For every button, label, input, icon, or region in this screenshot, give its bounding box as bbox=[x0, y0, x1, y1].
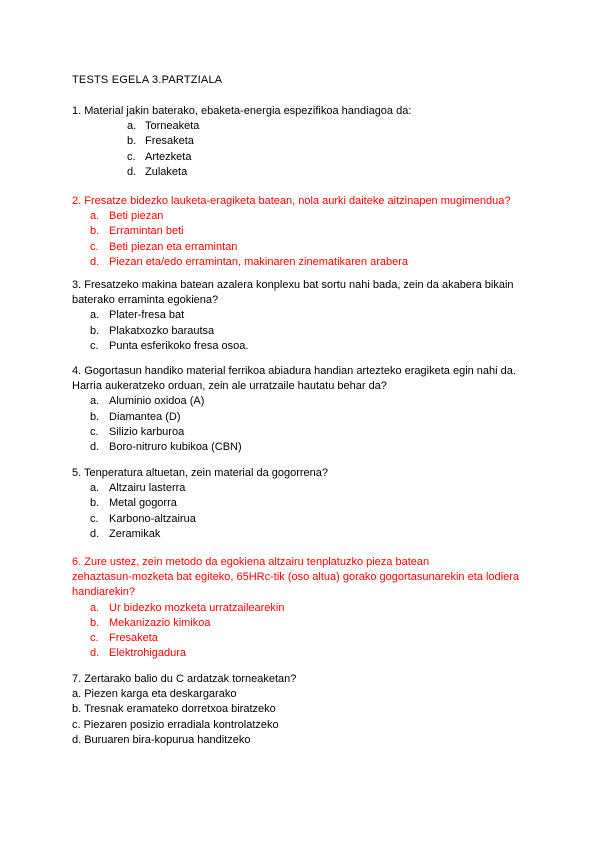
document-title: TESTS EGELA 3.PARTZIALA bbox=[72, 74, 223, 86]
option-b: b. Erramintan beti bbox=[90, 225, 184, 238]
question-text-line-1: 3. Fresatzeko makina batean azalera konplexu bat sortu nahi bada, zein da akabera bikain bbox=[72, 279, 514, 291]
question-text: 1. Material jakin baterako, ebaketa-energia espezifikoa handiagoa da: bbox=[72, 105, 412, 117]
option-a: a. Altzairu lasterra bbox=[90, 482, 186, 495]
question-4 bbox=[72, 364, 532, 455]
option-b: b. Plakatxozko barautsa bbox=[90, 324, 215, 337]
question-text: 5. Tenperatura altuetan, zein material da gogorrena? bbox=[72, 467, 329, 479]
option-a: a. Piezen karga eta deskargarako bbox=[72, 688, 237, 701]
option-b: b. Metal gogorra bbox=[90, 497, 177, 510]
option-b: b. Tresnak eramateko dorretxoa biratzeko bbox=[72, 703, 276, 716]
option-d: d. Zulaketa bbox=[127, 165, 188, 178]
question-text-line-3: handiarekin? bbox=[72, 586, 135, 599]
question-6 bbox=[72, 555, 532, 661]
option-a: a. Aluminio oxidoa (A) bbox=[90, 395, 205, 408]
option-b: b. Fresaketa bbox=[127, 135, 194, 148]
option-c: c. Beti piezan eta erramintan bbox=[90, 240, 238, 253]
option-a: a. Ur bidezko mozketa urratzailearekin bbox=[90, 601, 285, 614]
question-5 bbox=[72, 466, 532, 542]
option-b: b. Diamantea (D) bbox=[90, 410, 181, 423]
question-3 bbox=[72, 278, 532, 354]
question-text: 7. Zertarako balio du C ardatzak torneaketan? bbox=[72, 673, 297, 685]
option-d: d. Boro-nitruro kubikoa (CBN) bbox=[90, 441, 242, 454]
option-a: a. Plater-fresa bat bbox=[90, 309, 185, 322]
question-text-line-1: 6. Zure ustez, zein metodo da egokiena altzairu tenplatuzko pieza batean bbox=[72, 556, 430, 568]
option-b: b. Mekanizazio kimikoa bbox=[90, 616, 211, 629]
option-d: d. Buruaren bira-kopurua handitzeko bbox=[72, 733, 251, 746]
option-c: c. Piezaren posizio erradiala kontrolatzeko bbox=[72, 718, 279, 731]
option-a: a. Torneaketa bbox=[127, 120, 200, 133]
option-a: a. Beti piezan bbox=[90, 210, 164, 223]
question-text-line-1: 4. Gogortasun handiko material ferrikoa abiadura handian artezteko eragiketa egin nahi da. bbox=[72, 365, 516, 377]
option-d: d. Zeramikak bbox=[90, 527, 161, 540]
option-d: d. Piezan eta/edo erramintan, makinaren zinematikaren arabera bbox=[90, 255, 408, 268]
option-d: d. Elektrohigadura bbox=[90, 647, 187, 660]
question-2 bbox=[72, 194, 532, 270]
question-1 bbox=[72, 104, 532, 180]
option-c: c. Karbono-altzairua bbox=[90, 512, 196, 525]
question-7 bbox=[72, 672, 532, 748]
option-c: c. Artezketa bbox=[127, 150, 192, 163]
question-text-line-2: baterako erraminta egokiena? bbox=[72, 294, 219, 307]
option-c: c. Silizio karburoa bbox=[90, 425, 185, 438]
question-text-line-2: zehaztasun-mozketa bat egiteko, 65HRc-tik (oso altua) gorako gogortasunarekin eta lodiera bbox=[72, 571, 519, 584]
question-text-line-2: Harria aukeratzeko orduan, zein ale urratzaile hautatu behar da? bbox=[72, 380, 387, 393]
option-c: c. Punta esferikoko fresa osoa. bbox=[90, 339, 249, 352]
option-c: c. Fresaketa bbox=[90, 632, 158, 645]
question-text: 2. Fresatze bidezko lauketa-eragiketa batean, nola aurki daiteke aitzinapen mugimendua? bbox=[72, 195, 511, 207]
